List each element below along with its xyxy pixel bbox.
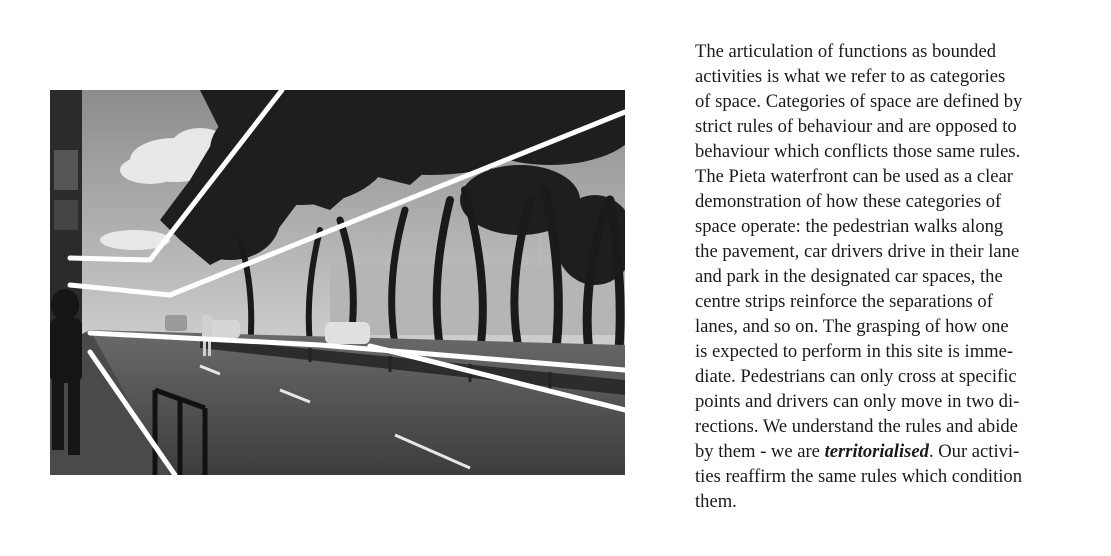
text-segment: by them - we are [695,441,825,462]
text-line: points and drivers can only move in two di- [695,391,1020,412]
text-line: activities is what we refer to as categories [695,66,1006,87]
text-line: strict rules of behaviour and are opposed to [695,116,1017,137]
text-line: rections. We understand the rules and abide [695,416,1018,437]
text-line: The Pieta waterfront can be used as a clear [695,166,1014,187]
street-photo-drawing [50,90,625,475]
text-line: the pavement, car drivers drive in their lane [695,241,1020,262]
text-line: lanes, and so on. The grasping of how one [695,316,1009,337]
text-line: behaviour which conflicts those same rules. [695,141,1021,162]
text-line: diate. Pedestrians can only cross at specific [695,366,1017,387]
text-line: space operate: the pedestrian walks along [695,216,1004,237]
street-photo [50,90,625,475]
text-line: of space. Categories of space are defined by [695,91,1023,112]
text-line-emphasis [695,439,1075,464]
text-line: centre strips reinforce the separations of [695,291,993,312]
body-paragraph [695,39,1075,514]
text-line: and park in the designated car spaces, the [695,266,1003,287]
road [90,330,625,475]
text-line: them. [695,491,737,512]
text-line: ties reaffirm the same rules which condition [695,466,1023,487]
text-line: The articulation of functions as bounded [695,41,997,62]
text-line: is expected to perform in this site is imme- [695,341,1014,362]
text-line: demonstration of how these categories of [695,191,1002,212]
emphasized-word: territorialised [824,441,929,462]
text-segment: . Our activi- [928,441,1020,462]
